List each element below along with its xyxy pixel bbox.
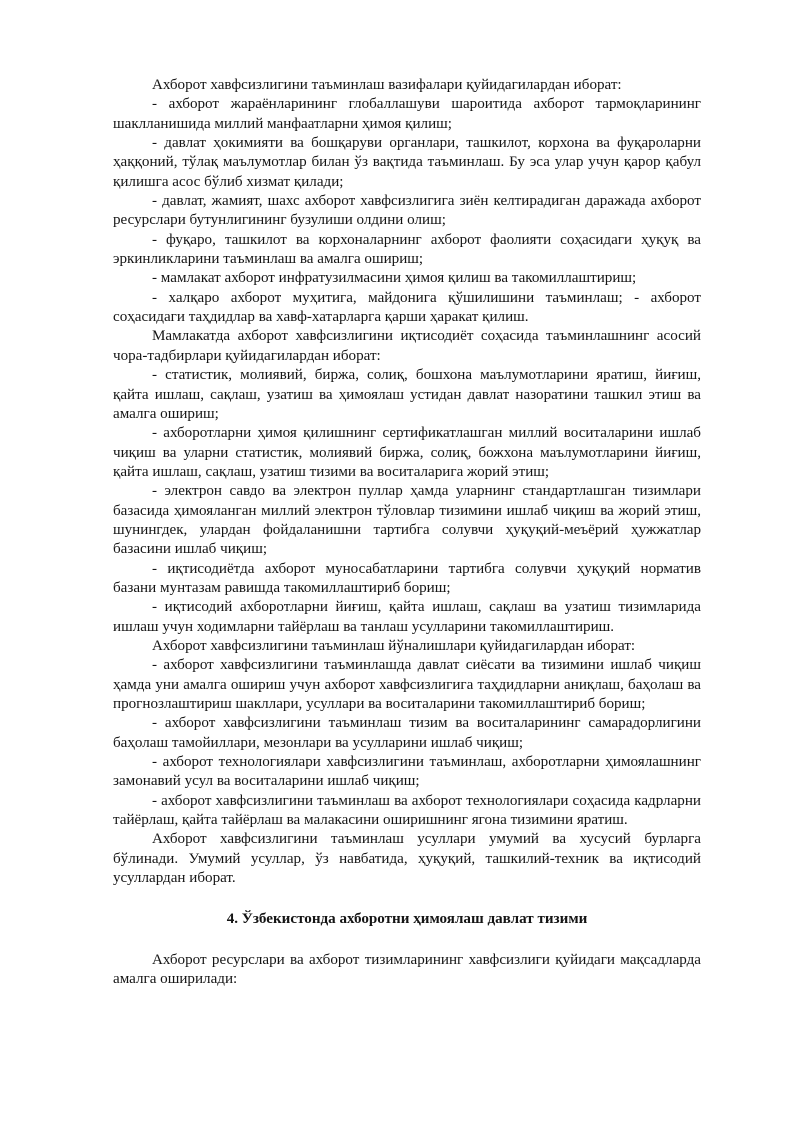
- list-item: - электрон савдо ва электрон пуллар ҳамда уларнинг стандартлашган тизимлари базасида ҳимояланган миллий электрон тўловлар тизимини ишлаб чиқиш ва жорий этиш, шунингдек, улардан фойдаланишни тартибга солувчи ҳуқуқий-меъёрий ҳужжатлар базасини ишлаб чиқиш;: [113, 483, 701, 558]
- list-item: - статистик, молиявий, биржа, солиқ, бошхона маълумотларини яратиш, йиғиш, қайта ишлаш, сақлаш, узатиш ва ҳимоялаш устидан давлат назоратини ташкил этиш ва амалга ошириш;: [113, 367, 701, 422]
- list-item: - ахборот жараёнларининг глобаллашуви шароитида ахборот тармоқларининг шаклланишида миллий манфаатларни ҳимоя қилиш;: [113, 96, 701, 132]
- list-item: - ахборот хавфсизлигини таъминлаш тизим ва воситаларининг самарадорлигини баҳолаш тамойиллари, мезонлари ва усулларини ишлаб чиқиш;: [113, 715, 701, 751]
- paragraph: Ахборот хавфсизлигини таъминлаш усуллари умумий ва хусусий бурларга бўлинади. Умумий усуллар, ўз навбатида, ҳуқуқий, ташкилий-техник ва иқтисодий усуллардан иборат.: [113, 831, 701, 887]
- list-item: - ахборотларни ҳимоя қилишнинг сертификатлашган миллий воситаларини ишлаб чиқиш ва уларни статистик, молиявий биржа, солиқ, божхона маълумотларини йиғиш, қайта ишлаш, сақлаш, узатиш тизими ва воситаларига жорий этиш;: [113, 425, 701, 480]
- list-item: - иқтисодиётда ахборот муносабатларини тартибга солувчи ҳуқуқий норматив базани мунтазам равишда такомиллаштириб бориш;: [113, 560, 701, 596]
- paragraph: Ахборот хавфсизлигини таъминлаш вазифалари қуйидагилардан иборат:: [152, 77, 622, 93]
- paragraph: Ахборот хавфсизлигини таъминлаш йўналишлари қуйидагилардан иборат:: [152, 637, 636, 654]
- list-item: - иқтисодий ахборотларни йиғиш, қайта ишлаш, сақлаш ва узатиш тизимларида ишлаш учун ходимларни тайёрлаш ва танлаш усулларини такомиллаштириш.: [113, 599, 701, 635]
- document-page: [113, 76, 701, 989]
- list-item: - давлат ҳокимияти ва бошқаруви органлари, ташкилот, корхона ва фуқароларни ҳаққоний, тўлақ маълумотлар билан ўз вақтида таъминлаш. Бу эса улар учун қарор қабул қилишга асос бўлиб хизмат қилади;: [113, 135, 701, 190]
- paragraph: Ахборот ресурслари ва ахборот тизимларининг хавфсизлиги қуйидаги мақсадларда амалга оширилади:: [113, 951, 701, 988]
- list-item: - мамлакат ахборот инфратузилмасини ҳимоя қилиш ва такомиллаштириш;: [152, 270, 637, 287]
- list-item: - халқаро ахборот муҳитига, майдонига қўшилишини таъминлаш; - ахборот соҳасидаги таҳдидлар ва хавф-хатарларга қарши ҳаракат қилиш.: [113, 289, 701, 326]
- paragraph: Мамлакатда ахборот хавфсизлигини иқтисодиёт соҳасида таъминлашнинг асосий чора-тадбирлари қуйидагилардан иборат:: [113, 328, 701, 364]
- list-item: - фуқаро, ташкилот ва корхоналарнинг ахборот фаолияти соҳасидаги ҳуқуқ ва эркинликларини таъминлаш ва амалга ошириш;: [113, 231, 701, 268]
- list-item: - ахборот технологиялари хавфсизлигини таъминлаш, ахборотларни ҳимоялашнинг замонавий усул ва воситаларини ишлаб чиқиш;: [113, 754, 701, 790]
- list-item: - давлат, жамият, шахс ахборот хавфсизлигига зиён келтирадиган даражада ахборот ресурслари бутунлигининг бузулиши олдини олиш;: [113, 193, 701, 229]
- list-item: - ахборот хавфсизлигини таъминлашда давлат сиёсати ва тизимини ишлаб чиқиш ҳамда уни амалга ошириш учун ахборот хавфсизлигига таҳдидларни аниқлаш, баҳолаш ва прогнозлаштириш шакллари, усуллари ва воситаларини такомиллаштириб бориш;: [113, 657, 701, 712]
- list-item: - ахборот хавфсизлигини таъминлаш ва ахборот технологиялари соҳасида кадрларни тайёрлаш, қайта тайёрлаш ва малакасини оширишнинг ягона тизимини яратиш.: [113, 792, 701, 829]
- section-heading: 4. Ўзбекистонда ахборотни ҳимоялаш давлат тизими: [226, 911, 588, 928]
